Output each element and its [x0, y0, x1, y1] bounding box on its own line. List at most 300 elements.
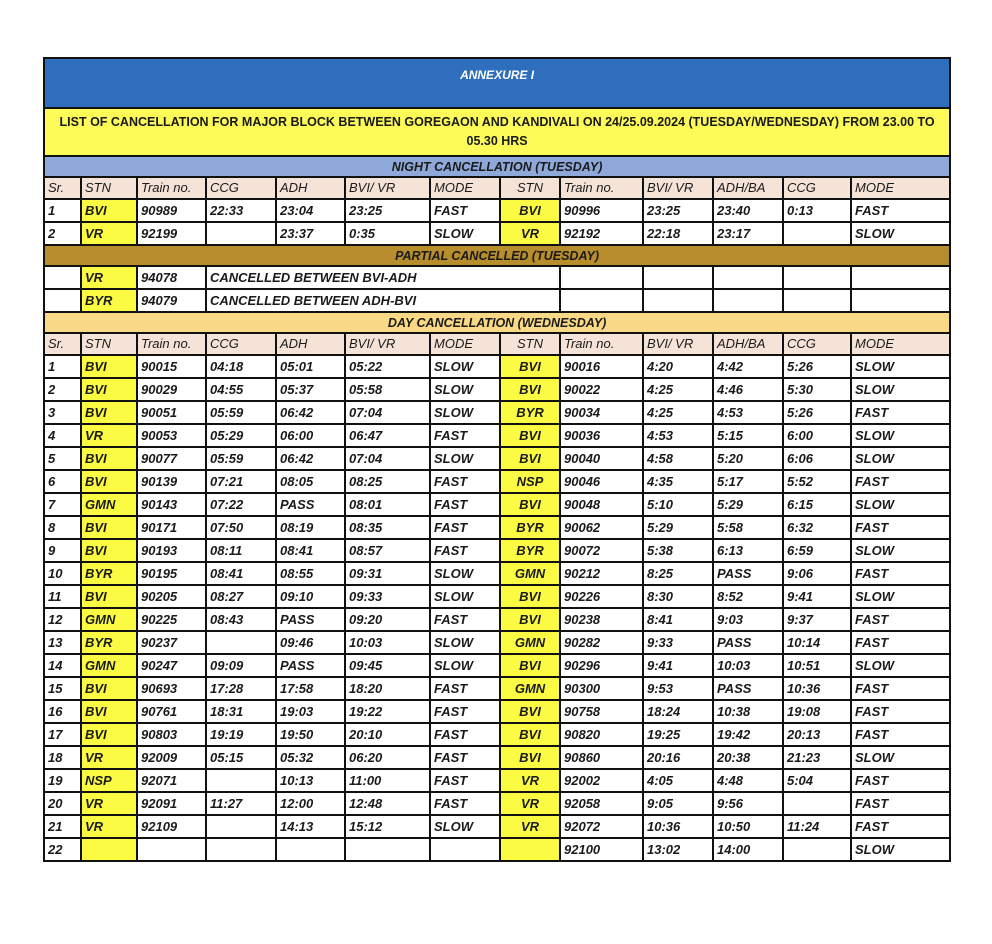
cell-stn: BVI	[81, 677, 137, 700]
cell-train: 90053	[137, 424, 206, 447]
cell-train: 90205	[137, 585, 206, 608]
column-header-left-adh: ADH	[276, 177, 345, 199]
cell-train: 90761	[137, 700, 206, 723]
cell-bvi-vr: 08:57	[345, 539, 430, 562]
cell-right-adh-ba: 5:58	[713, 516, 783, 539]
day-table-row	[44, 401, 950, 424]
cell-adh: 09:10	[276, 585, 345, 608]
cell-right-mode: FAST	[851, 516, 950, 539]
cell-train: 90237	[137, 631, 206, 654]
cell-train: 90195	[137, 562, 206, 585]
cell-right-bvi-vr: 4:25	[643, 378, 713, 401]
day-table-row	[44, 838, 950, 861]
cell-bvi-vr: 08:35	[345, 516, 430, 539]
cell-empty	[560, 266, 643, 289]
cell-sr: 8	[44, 516, 81, 539]
cell-sr: 18	[44, 746, 81, 769]
cell-right-adh-ba: 10:03	[713, 654, 783, 677]
column-header-left-bvi-vr: BVI/ VR	[345, 333, 430, 355]
cell-stn: BVI	[81, 355, 137, 378]
cell-right-ccg: 20:13	[783, 723, 851, 746]
cell-adh: 14:13	[276, 815, 345, 838]
column-header-left-adh: ADH	[276, 333, 345, 355]
day-table-row	[44, 700, 950, 723]
cell-right-stn: BVI	[500, 378, 560, 401]
subtitle-row	[44, 108, 950, 156]
cell-adh: 08:05	[276, 470, 345, 493]
cell-right-train: 92100	[560, 838, 643, 861]
cell-right-train: 90296	[560, 654, 643, 677]
cell-mode: FAST	[430, 677, 500, 700]
cell-sr: 17	[44, 723, 81, 746]
cell-right-ccg: 10:36	[783, 677, 851, 700]
cell-ccg: 07:21	[206, 470, 276, 493]
cell-ccg: 11:27	[206, 792, 276, 815]
cell-adh: 06:42	[276, 401, 345, 424]
cell-right-train: 90238	[560, 608, 643, 631]
cell-stn: BVI	[81, 470, 137, 493]
cell-sr: 2	[44, 378, 81, 401]
cell-ccg: 19:19	[206, 723, 276, 746]
cell-sr: 7	[44, 493, 81, 516]
cell-right-mode: FAST	[851, 562, 950, 585]
cell-train	[137, 838, 206, 861]
cell-right-mode: SLOW	[851, 447, 950, 470]
column-header-left-train: Train no.	[137, 333, 206, 355]
column-header-left-sr: Sr.	[44, 333, 81, 355]
cell-adh: 08:55	[276, 562, 345, 585]
column-header-left-ccg: CCG	[206, 177, 276, 199]
cell-mode	[430, 838, 500, 861]
cell-sr: 22	[44, 838, 81, 861]
day-table-row	[44, 539, 950, 562]
cell-partial-note: CANCELLED BETWEEN ADH-BVI	[206, 289, 560, 312]
cell-bvi-vr: 19:22	[345, 700, 430, 723]
cell-right-adh-ba: 5:17	[713, 470, 783, 493]
cell-ccg: 08:41	[206, 562, 276, 585]
cell-sr: 13	[44, 631, 81, 654]
cell-right-stn: GMN	[500, 562, 560, 585]
cell-right-adh-ba: 9:56	[713, 792, 783, 815]
cell-right-adh-ba: 5:15	[713, 424, 783, 447]
cell-adh: 10:13	[276, 769, 345, 792]
cell-mode: FAST	[430, 539, 500, 562]
cell-mode: SLOW	[430, 447, 500, 470]
cell-sr: 20	[44, 792, 81, 815]
cell-right-stn: BYR	[500, 516, 560, 539]
cell-right-adh-ba: 6:13	[713, 539, 783, 562]
cell-stn: BVI	[81, 378, 137, 401]
column-header-right-bvi-vr: BVI/ VR	[643, 177, 713, 199]
cell-right-stn: NSP	[500, 470, 560, 493]
cell-right-train: 90300	[560, 677, 643, 700]
cell-mode: SLOW	[430, 222, 500, 245]
cell-train: 90029	[137, 378, 206, 401]
cell-right-ccg: 19:08	[783, 700, 851, 723]
cell-bvi-vr: 07:04	[345, 401, 430, 424]
night-cancellation-heading: NIGHT CANCELLATION (TUESDAY)	[44, 156, 950, 177]
cell-sr: 1	[44, 355, 81, 378]
cell-right-stn: VR	[500, 815, 560, 838]
cell-right-mode: SLOW	[851, 654, 950, 677]
cell-right-adh-ba: 23:17	[713, 222, 783, 245]
cell-right-ccg: 9:37	[783, 608, 851, 631]
cell-sr: 9	[44, 539, 81, 562]
day-table-row	[44, 608, 950, 631]
cell-train: 90143	[137, 493, 206, 516]
cell-ccg: 04:55	[206, 378, 276, 401]
cell-adh: 06:00	[276, 424, 345, 447]
day-table-row	[44, 378, 950, 401]
cell-mode: FAST	[430, 516, 500, 539]
partial-cancelled-heading: PARTIAL CANCELLED (TUESDAY)	[44, 245, 950, 266]
cell-right-train: 90046	[560, 470, 643, 493]
cell-right-ccg: 10:51	[783, 654, 851, 677]
partial-section-header	[44, 245, 950, 266]
cell-mode: FAST	[430, 769, 500, 792]
cell-right-stn: BVI	[500, 355, 560, 378]
cell-right-train: 90022	[560, 378, 643, 401]
cell-right-ccg	[783, 792, 851, 815]
cell-right-bvi-vr: 23:25	[643, 199, 713, 222]
day-table-row	[44, 470, 950, 493]
cell-right-stn: BVI	[500, 199, 560, 222]
cell-stn: VR	[81, 424, 137, 447]
cell-bvi-vr: 06:47	[345, 424, 430, 447]
cell-right-adh-ba: 23:40	[713, 199, 783, 222]
cell-train: 94078	[137, 266, 206, 289]
cell-adh: 12:00	[276, 792, 345, 815]
cell-right-bvi-vr: 4:58	[643, 447, 713, 470]
cell-empty	[713, 266, 783, 289]
block-description: LIST OF CANCELLATION FOR MAJOR BLOCK BETWEEN GOREGAON AND KANDIVALI ON 24/25.09.2024 (TUESDAY/WEDNESDAY) FROM 23.00 TO 05.30 HRS	[44, 108, 950, 156]
cell-right-stn: BVI	[500, 608, 560, 631]
cell-stn: VR	[81, 746, 137, 769]
cell-right-mode: FAST	[851, 199, 950, 222]
cell-right-train: 90820	[560, 723, 643, 746]
cell-right-bvi-vr: 8:41	[643, 608, 713, 631]
cell-stn: BVI	[81, 447, 137, 470]
cell-sr: 1	[44, 199, 81, 222]
cell-right-train: 92002	[560, 769, 643, 792]
day-table-row	[44, 723, 950, 746]
cell-train: 90015	[137, 355, 206, 378]
cell-bvi-vr: 09:20	[345, 608, 430, 631]
cell-right-adh-ba: 19:42	[713, 723, 783, 746]
cell-right-bvi-vr: 19:25	[643, 723, 713, 746]
title-row	[44, 58, 950, 108]
cell-right-ccg: 6:59	[783, 539, 851, 562]
cell-right-mode: SLOW	[851, 355, 950, 378]
day-table-row	[44, 677, 950, 700]
cell-stn	[81, 838, 137, 861]
cell-mode: SLOW	[430, 585, 500, 608]
cell-right-stn: BYR	[500, 539, 560, 562]
cell-ccg: 22:33	[206, 199, 276, 222]
cell-sr: 12	[44, 608, 81, 631]
cell-ccg	[206, 222, 276, 245]
column-header-right-stn: STN	[500, 333, 560, 355]
cell-right-train: 90226	[560, 585, 643, 608]
cell-right-stn: BYR	[500, 401, 560, 424]
partial-table-row	[44, 289, 950, 312]
cell-bvi-vr: 10:03	[345, 631, 430, 654]
cell-sr	[44, 266, 81, 289]
cell-right-mode: FAST	[851, 677, 950, 700]
cell-right-train: 90860	[560, 746, 643, 769]
cell-right-mode: SLOW	[851, 378, 950, 401]
cell-right-ccg: 10:14	[783, 631, 851, 654]
cell-right-mode: SLOW	[851, 585, 950, 608]
cell-adh: 05:01	[276, 355, 345, 378]
cell-bvi-vr: 20:10	[345, 723, 430, 746]
cell-right-ccg	[783, 222, 851, 245]
cell-adh: 06:42	[276, 447, 345, 470]
cell-right-ccg: 11:24	[783, 815, 851, 838]
cell-right-adh-ba: 4:46	[713, 378, 783, 401]
day-table-row	[44, 355, 950, 378]
cell-right-adh-ba: 5:29	[713, 493, 783, 516]
cell-stn: BVI	[81, 199, 137, 222]
cell-mode: SLOW	[430, 654, 500, 677]
cell-sr: 3	[44, 401, 81, 424]
cell-adh: PASS	[276, 654, 345, 677]
cell-right-stn: VR	[500, 222, 560, 245]
cell-empty	[783, 266, 851, 289]
cell-ccg: 05:29	[206, 424, 276, 447]
day-table-row	[44, 792, 950, 815]
cell-right-adh-ba: 20:38	[713, 746, 783, 769]
cell-empty	[643, 289, 713, 312]
column-header-left-train: Train no.	[137, 177, 206, 199]
cell-train: 92071	[137, 769, 206, 792]
cell-adh: 23:37	[276, 222, 345, 245]
day-table-row	[44, 585, 950, 608]
column-header-left-bvi-vr: BVI/ VR	[345, 177, 430, 199]
cell-mode: SLOW	[430, 815, 500, 838]
night-table-row	[44, 222, 950, 245]
cell-adh	[276, 838, 345, 861]
cell-bvi-vr: 05:58	[345, 378, 430, 401]
cell-mode: FAST	[430, 723, 500, 746]
cell-stn: GMN	[81, 493, 137, 516]
cell-bvi-vr: 08:25	[345, 470, 430, 493]
cell-right-train: 90016	[560, 355, 643, 378]
cell-mode: SLOW	[430, 631, 500, 654]
column-header-right-mode: MODE	[851, 333, 950, 355]
cell-stn: GMN	[81, 654, 137, 677]
cell-stn: BVI	[81, 539, 137, 562]
cell-adh: 17:58	[276, 677, 345, 700]
column-header-right-mode: MODE	[851, 177, 950, 199]
cell-right-adh-ba: PASS	[713, 631, 783, 654]
cell-adh: PASS	[276, 608, 345, 631]
cell-right-stn: BVI	[500, 493, 560, 516]
day-table-row	[44, 424, 950, 447]
column-header-left-sr: Sr.	[44, 177, 81, 199]
cell-right-ccg: 6:32	[783, 516, 851, 539]
cell-bvi-vr: 15:12	[345, 815, 430, 838]
cell-right-mode: SLOW	[851, 746, 950, 769]
cell-mode: FAST	[430, 493, 500, 516]
cell-right-mode: SLOW	[851, 222, 950, 245]
cell-right-train: 92072	[560, 815, 643, 838]
column-header-right-adh-ba: ADH/BA	[713, 333, 783, 355]
cell-bvi-vr: 11:00	[345, 769, 430, 792]
cell-right-stn: VR	[500, 792, 560, 815]
cell-sr: 19	[44, 769, 81, 792]
cancellation-table	[43, 57, 951, 862]
cell-right-stn: BVI	[500, 447, 560, 470]
cell-right-ccg	[783, 838, 851, 861]
cell-right-train: 90996	[560, 199, 643, 222]
cell-right-bvi-vr: 4:35	[643, 470, 713, 493]
cell-right-mode: FAST	[851, 723, 950, 746]
cell-train: 90247	[137, 654, 206, 677]
cell-right-stn: VR	[500, 769, 560, 792]
cell-sr: 10	[44, 562, 81, 585]
column-header-right-stn: STN	[500, 177, 560, 199]
cell-adh: 23:04	[276, 199, 345, 222]
cell-right-mode: FAST	[851, 792, 950, 815]
cell-right-stn: BVI	[500, 723, 560, 746]
cell-adh: 08:41	[276, 539, 345, 562]
cell-bvi-vr: 08:01	[345, 493, 430, 516]
day-table-row	[44, 815, 950, 838]
cell-right-bvi-vr: 5:10	[643, 493, 713, 516]
column-header-row	[44, 177, 950, 199]
cell-right-train: 90048	[560, 493, 643, 516]
cell-ccg: 18:31	[206, 700, 276, 723]
cell-bvi-vr: 09:45	[345, 654, 430, 677]
cell-right-ccg: 5:04	[783, 769, 851, 792]
cell-sr: 4	[44, 424, 81, 447]
cell-ccg: 05:59	[206, 401, 276, 424]
cell-right-adh-ba: 5:20	[713, 447, 783, 470]
column-header-right-bvi-vr: BVI/ VR	[643, 333, 713, 355]
cell-train: 90139	[137, 470, 206, 493]
cell-right-mode: FAST	[851, 401, 950, 424]
cell-right-stn: BVI	[500, 700, 560, 723]
cell-mode: FAST	[430, 199, 500, 222]
cell-sr: 5	[44, 447, 81, 470]
cell-bvi-vr	[345, 838, 430, 861]
cell-empty	[851, 266, 950, 289]
cell-train: 92009	[137, 746, 206, 769]
cell-stn: BYR	[81, 562, 137, 585]
cell-adh: PASS	[276, 493, 345, 516]
cell-ccg: 08:43	[206, 608, 276, 631]
cell-train: 90077	[137, 447, 206, 470]
cell-bvi-vr: 09:31	[345, 562, 430, 585]
cell-empty	[643, 266, 713, 289]
cell-stn: VR	[81, 222, 137, 245]
cell-right-bvi-vr: 4:05	[643, 769, 713, 792]
cell-right-adh-ba: 9:03	[713, 608, 783, 631]
cell-right-mode: SLOW	[851, 493, 950, 516]
cell-sr: 15	[44, 677, 81, 700]
cell-sr: 21	[44, 815, 81, 838]
cell-sr: 6	[44, 470, 81, 493]
cell-right-mode: SLOW	[851, 424, 950, 447]
cell-right-bvi-vr: 4:53	[643, 424, 713, 447]
cell-bvi-vr: 07:04	[345, 447, 430, 470]
cell-right-stn: GMN	[500, 631, 560, 654]
cell-ccg: 08:27	[206, 585, 276, 608]
column-header-right-train: Train no.	[560, 177, 643, 199]
cell-empty	[783, 289, 851, 312]
day-table-row	[44, 631, 950, 654]
cell-right-stn	[500, 838, 560, 861]
cell-stn: VR	[81, 266, 137, 289]
cell-right-train: 92192	[560, 222, 643, 245]
cell-right-ccg: 0:13	[783, 199, 851, 222]
cell-bvi-vr: 23:25	[345, 199, 430, 222]
cell-mode: SLOW	[430, 378, 500, 401]
column-header-right-adh-ba: ADH/BA	[713, 177, 783, 199]
cell-train: 90803	[137, 723, 206, 746]
cell-right-adh-ba: 8:52	[713, 585, 783, 608]
cell-right-bvi-vr: 4:20	[643, 355, 713, 378]
cell-train: 92109	[137, 815, 206, 838]
cell-mode: FAST	[430, 424, 500, 447]
day-table-row	[44, 654, 950, 677]
day-table-row	[44, 769, 950, 792]
cell-empty	[851, 289, 950, 312]
cell-stn: BVI	[81, 723, 137, 746]
cell-train: 90225	[137, 608, 206, 631]
cell-right-adh-ba: PASS	[713, 677, 783, 700]
cell-right-adh-ba: 4:42	[713, 355, 783, 378]
cell-right-mode: FAST	[851, 815, 950, 838]
cell-right-ccg: 5:52	[783, 470, 851, 493]
cell-stn: BYR	[81, 631, 137, 654]
cell-ccg: 17:28	[206, 677, 276, 700]
night-section-header	[44, 156, 950, 177]
cell-right-train: 90212	[560, 562, 643, 585]
cell-right-adh-ba: 10:50	[713, 815, 783, 838]
cell-right-train: 90758	[560, 700, 643, 723]
cell-right-ccg: 5:26	[783, 355, 851, 378]
cell-ccg	[206, 769, 276, 792]
cell-train: 90171	[137, 516, 206, 539]
day-table-row	[44, 746, 950, 769]
cell-mode: FAST	[430, 608, 500, 631]
cell-right-bvi-vr: 5:29	[643, 516, 713, 539]
day-cancellation-heading: DAY CANCELLATION (WEDNESDAY)	[44, 312, 950, 333]
cell-mode: SLOW	[430, 401, 500, 424]
cell-right-train: 92058	[560, 792, 643, 815]
cell-right-ccg: 5:26	[783, 401, 851, 424]
cell-right-train: 90040	[560, 447, 643, 470]
cell-right-train: 90034	[560, 401, 643, 424]
day-table-row	[44, 516, 950, 539]
cell-mode: FAST	[430, 470, 500, 493]
cell-ccg: 05:59	[206, 447, 276, 470]
cell-train: 90193	[137, 539, 206, 562]
cell-right-bvi-vr: 8:30	[643, 585, 713, 608]
column-header-left-mode: MODE	[430, 333, 500, 355]
cell-right-adh-ba: 4:53	[713, 401, 783, 424]
cell-train: 92199	[137, 222, 206, 245]
cell-right-bvi-vr: 22:18	[643, 222, 713, 245]
cell-adh: 19:03	[276, 700, 345, 723]
cell-right-bvi-vr: 9:53	[643, 677, 713, 700]
column-header-left-stn: STN	[81, 177, 137, 199]
column-header-row	[44, 333, 950, 355]
cell-right-stn: GMN	[500, 677, 560, 700]
cell-train: 92091	[137, 792, 206, 815]
